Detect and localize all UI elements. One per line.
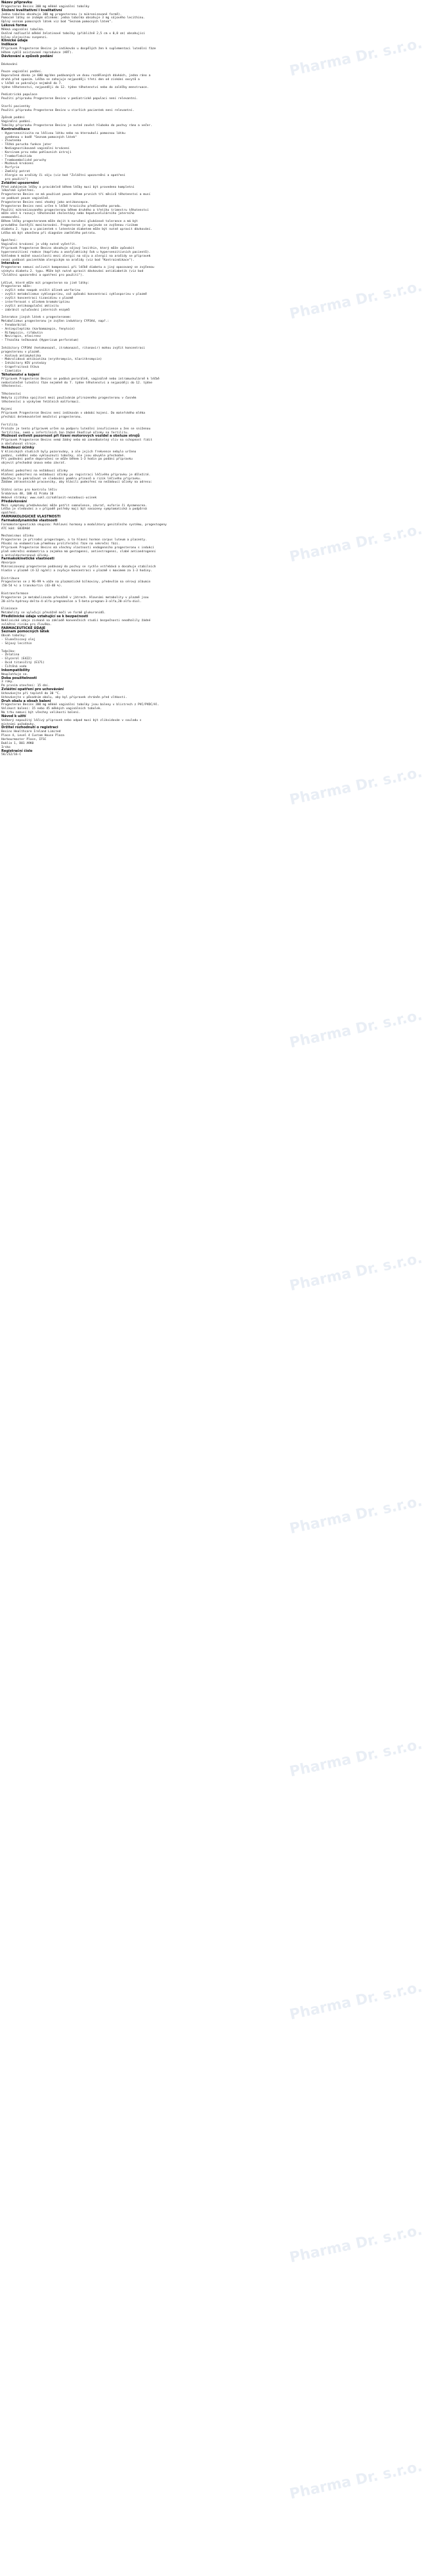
body-text-line: druhá před spaním. Léčba se zahajuje nejpozději třetí den od získání oocytů a — [1, 77, 140, 81]
body-text-line: Opatření: — [1, 239, 18, 243]
body-text-line: Během léčby progesteronem může dojít k narušení glukózové tolerance a má být — [1, 220, 138, 224]
body-text-line: - Těžká porucha funkce jater — [1, 143, 52, 147]
body-text-line: hladin v plazmě (4-12 ng/ml) a zvyšuje koncentraci v plazmě s maximem za 1-3 hodiny. — [1, 569, 152, 573]
body-text-line: Použití přípravku Progesteron Besins u starších pacientek není relevantní. — [1, 108, 135, 112]
body-text-line: - Žloutenka — [1, 139, 22, 143]
body-text-line: Pediatrická populace — [1, 93, 37, 97]
body-text-line: - Grapefruitová šťáva — [1, 366, 39, 370]
body-text-line: zvláštní riziko pro člověka. — [1, 622, 52, 626]
body-text-line: progesteronu v plazmě. — [1, 350, 41, 354]
body-text-line: Progesteron nemusí ovlivnit kompenzaci při léčbě diabetu a jiný opacovaný se zvýšenou — [1, 266, 154, 270]
body-text-line: lékařské vyšetření. — [1, 189, 36, 193]
body-text-line: - Oxid titaničitý (E171) — [1, 661, 45, 665]
section-heading: Léková forma — [1, 24, 27, 28]
body-text-line: plně sekreční endometria a zejména má gestagenní, antiestrogenní, slabé antiandrogenní — [1, 550, 156, 554]
body-text-line: může vést k rozvoji těhotenské cholestázy nebo hepatocelulárního jaterního — [1, 212, 135, 216]
body-text-line: Přípravek Progesteron Besins má všechny vlastnosti endogenního progesteronu s indukcí — [1, 546, 154, 550]
document-section — [1, 669, 392, 677]
document-section — [1, 630, 392, 668]
body-text-line: Webové stránky: www.sukl.cz/nahlasit-nezadouci-ucinek — [1, 496, 97, 500]
body-text-line: - Azolová antimykotika — [1, 354, 41, 358]
body-text-line: Absorpce — [1, 561, 16, 565]
section-heading: Předklinické údaje vztahující se k bezpečnosti — [1, 615, 89, 619]
watermark: Pharma Dr. s.r.o. — [288, 2222, 424, 2267]
document-section — [1, 715, 392, 727]
body-text-line: Tobolka: — [1, 649, 16, 653]
body-text-line: přechází detekovatelné množství progesteronu. — [1, 416, 83, 420]
section-heading: Nežádoucí účinky — [1, 445, 35, 450]
body-text-line: - zvýšit metabolismus cyklosporinu, což způsobí koncentraci cyklosporinu v plazmě — [1, 293, 147, 297]
body-text-line: 20-alfa-hydroxy-delta-4-alfa-pregnanolon a 5-beta-pregnan-3-alfa,20-alfa-diol. — [1, 600, 142, 603]
document-section — [1, 374, 392, 435]
body-text-line: - Glycerol (E422) — [1, 657, 32, 661]
document-section — [1, 24, 392, 39]
body-text-line: Biotransformace — [1, 592, 29, 596]
body-text-line: Vaginální podání. — [1, 120, 32, 124]
watermark: Pharma Dr. s.r.o. — [288, 1250, 424, 1295]
body-text-line: Způsob podání — [1, 116, 25, 120]
body-text-line: ATC kód: G03DA04 — [1, 527, 30, 531]
body-text-line: Dávkování — [1, 62, 18, 66]
body-text-line: "Zvláštní upozornění a opatření pro použití"). — [1, 273, 84, 277]
body-text-line: - zvýšit antikoagulační aktivitu — [1, 304, 59, 308]
body-text-line: - Mozková krvácení — [1, 162, 34, 166]
body-text-line: Hlášení podezření na nežádoucí účinky — [1, 469, 68, 473]
body-text-line: Žádáme zdravotnické pracovníky, aby hlásili podezření na nežádoucí účinky na adresu: — [1, 481, 152, 485]
document-section — [1, 447, 392, 500]
body-text-line: (50-54 %) a transkortin (43-48 %). — [1, 584, 63, 588]
body-text-line: - interferovat s účinkem bromokriptinu — [1, 300, 70, 304]
body-text-line: Přípravek Progesteron Besins je indikován u dospělých žen k suplementaci luteální fáze — [1, 47, 156, 51]
body-text-line: Oválné nažloutlé měkké želatinové tobolky (přibližně 2,5 cm x 0,8 cm) obsahující — [1, 32, 145, 35]
body-text-line: Fertilita — [1, 423, 18, 427]
body-text-line: - Inhibitory HIV proteázy — [1, 362, 47, 366]
body-text-line: Po prvním otevření: 15 dní. — [1, 684, 50, 688]
body-text-line: Léčivé, které může mít progesteron na jiné látky: — [1, 281, 90, 285]
body-text-line: Vzhledem k možné souvislosti mezi alergií na sóju a alergií na arašídy se přípravek — [1, 254, 151, 258]
section-heading: Předávkování — [1, 499, 27, 504]
body-text-line: Státní ústav pro kontrolu léčiv — [1, 489, 57, 492]
body-text-line: Použití přípravku Progesteron Besins v pediatrické populaci není relevantní. — [1, 97, 138, 101]
body-text-line: - Karcinom prsu nebo pohlavních ústrojí — [1, 150, 72, 154]
body-text-line: Neklinické údaje získané na základě konvenčních studií bezpečnosti neodhalily žádné — [1, 619, 151, 622]
document-section — [1, 688, 392, 700]
body-text-line: - Želatina — [1, 653, 20, 657]
body-text-line: - Porfyrie — [1, 166, 20, 170]
body-text-line: - Tromboembolické poruchy — [1, 158, 47, 162]
body-text-line: diabetu 2. typu a u pacientek s latentním diabetem může být nutné upravit dávkování. — [1, 227, 152, 231]
document-section — [1, 615, 392, 627]
document-section — [1, 726, 392, 749]
body-text-line: nesmí podávat pacientkám alergickým na arašídy (viz bod "Kontraindikace"). — [1, 258, 135, 262]
body-text-line: Progesteron je přírodní progestogen, a to hlavní hormon corpus luteum a placenty. — [1, 538, 147, 542]
body-text-line: Protože je tento přípravek určen na podporu luteální insuficience u žen se sníženou — [1, 427, 151, 431]
body-text-line: bílou olejovitou suspenzi. — [1, 35, 49, 39]
body-text-line: Úplný seznam pomocných látek viz bod "Seznam pomocných látek". — [1, 20, 113, 24]
body-text-line: - Čištěná voda — [1, 665, 27, 668]
body-text-line: Hlášení podezření na nežádoucí účinky po registraci léčivého přípravku je důležité. — [1, 473, 151, 477]
body-text-line: Přípravek Progesteron Besins není indikován v období kojení. Do mateřského mléka — [1, 412, 145, 416]
body-text-line: Interakce jiných látek s progesteronem: — [1, 316, 72, 320]
body-text-line: Inhibitory CYP3A4 (ketokonazol, itrakonazol, ritonavir) mohou zvýšit koncentraci — [1, 346, 145, 350]
body-text-line: - Hypersenzitivita na léčivou látku nebo na kteroukoli pomocnou látku — [1, 131, 125, 135]
body-text-line: Place 4, Level 4 Custom House Plaza — [1, 734, 64, 738]
section-heading: Indikace — [1, 43, 18, 47]
document-section — [1, 750, 392, 758]
section-heading: Těhotenství a kojení — [1, 372, 39, 377]
body-text-line: prováděno častější monitorování. Progesteron je spojován se zvýšenou rizikem — [1, 223, 138, 227]
body-text-line: - Třezalka tečkovaná (Hypericum perforatum) — [1, 339, 79, 343]
section-heading: Klinické údaje — [1, 39, 28, 43]
document-body — [1, 1, 424, 757]
body-text-line: těhotenství. — [1, 385, 23, 389]
body-text-line: - Rifampicin, rifabutin — [1, 331, 43, 335]
document-section — [1, 55, 392, 128]
body-text-line: Léčba je sledování a v případě potřeby mají být nasazeny symptomatická a podpůrná — [1, 508, 147, 512]
body-text-line: Progesteron se z 96-99 % váže na plazmatické bílkoviny, především na sérový albumin — [1, 580, 151, 584]
body-text-line: Tobolky přípravku Progesteron Besins je nutné zavést hluboko do pochvy ráno a večer. — [1, 124, 152, 127]
section-heading: Dávkování a způsob podání — [1, 54, 53, 58]
section-heading: Zvláštní upozornění — [1, 181, 39, 185]
section-heading: FARMAKOLOGICKÉ VLASTNOSTI — [1, 515, 61, 519]
watermark: Pharma Dr. s.r.o. — [288, 2458, 424, 2503]
body-text-line: Progesteron Besins není vhodný jako antikoncepce. — [1, 200, 90, 204]
body-text-line: místními požadavky. — [1, 722, 36, 726]
body-text-line: Obsah tobolky: — [1, 634, 27, 638]
body-text-line: - Cimetidin — [1, 370, 22, 373]
body-text-line: 3 roky. — [1, 680, 14, 684]
body-text-line: a obsluhovat stroje. — [1, 443, 37, 447]
body-text-line: Pomocné látky se známým účinkem: jedna tobolka obsahuje 3 mg sójového lecithinu. — [1, 16, 145, 20]
body-text-line: Doporučená dávka je 600 mg/den podávaných ve dvou rozdělených dávkách, jedna ráno a — [1, 74, 151, 78]
body-text-line: Metabolity se vylučují převážně močí ve formě glukuronidů. — [1, 611, 106, 615]
body-text-line: Měkká vaginální tobolka. — [1, 28, 45, 32]
document-section — [1, 500, 392, 515]
body-text-line: - Slunečnicový olej — [1, 638, 36, 642]
body-text-line: - Alergie na arašídy či sóju (viz bod "Zvláštní upozornění a opatření — [1, 173, 125, 177]
body-text-line: Kojení — [1, 408, 12, 412]
body-text-line: Při podávání podle doporučení se může během 1-3 hodin po podání přípravku — [1, 458, 133, 462]
body-text-line: Uchovávejte v původním obalu, aby byl přípravek chráněn před vlhkostí. — [1, 695, 127, 699]
body-text-line: Farmakoterapeutická skupina: Pohlavní hormony a modulátory genitálního systému, progestogeny — [1, 523, 167, 527]
body-text-line: Neuplatňuje se. — [1, 672, 29, 676]
body-text-line: Pouze vaginální podání. — [1, 70, 43, 74]
watermark: Pharma Dr. s.r.o. — [288, 521, 424, 566]
body-text-line: během cyklů asistované reprodukce (ART). — [1, 51, 74, 55]
body-text-line: Léčba má být ukončena při diagnóze zamlklého potratu. — [1, 231, 97, 235]
body-text-line: Přípravek Progesteron Besins obsahuje sójový lecithin, který může způsobit — [1, 247, 135, 250]
body-text-line: - Tromboflebitida — [1, 154, 32, 158]
watermark: Pharma Dr. s.r.o. — [288, 1007, 424, 1052]
body-text-line: Vaginální krvácení je vždy nutné vyšetřit. — [1, 243, 77, 247]
body-text-line: Šrobárova 48, 100 41 Praha 10 — [1, 492, 54, 496]
body-text-line: podání, svědění nebo vyklouznutí tobolky, ale jsou obvykle přechodné. — [1, 454, 125, 458]
body-text-line: Starší pacientky — [1, 104, 30, 108]
section-heading: Držitel rozhodnutí o registraci — [1, 726, 58, 730]
body-text-line: Nebyla zjištěna spojitost mezi používáním přirozeného progesteronu v časném — [1, 396, 137, 400]
watermark: Pharma Dr. s.r.o. — [288, 35, 424, 80]
section-heading: Farmakodynamické vlastnosti — [1, 518, 58, 523]
section-heading: Druh obalu a obsah balení — [1, 699, 51, 703]
body-text-line: Uchovávejte při teplotě do 30 °C. — [1, 691, 61, 695]
document-section — [1, 1, 392, 9]
body-text-line: Metabolizmus progesteronu je zvýšen induktory CYP3A4, např.: — [1, 320, 110, 324]
body-text-line: Na trhu nemusí být všechny velikosti balení. — [1, 711, 81, 715]
body-text-line: - zvýšit nebo naopak snížit účinek warfarinu — [1, 289, 81, 293]
body-text-line: fertilitou, nemá u infertilních žen žádné škodlivé účinky na fertilitu. — [1, 431, 129, 435]
document-section — [1, 261, 424, 373]
body-text-line: Irsko — [1, 745, 11, 749]
section-heading: Inkompatibility — [1, 668, 30, 672]
body-text-line: Harbourmaster Place, IFSC — [1, 738, 47, 741]
body-text-line: Veškerý nepoužitý léčivý přípravek nebo odpad musí být zlikvidován v souladu s — [1, 718, 142, 722]
body-text-line: 56/212/16-C — [1, 753, 22, 757]
body-text-line: - Sójový lecithin — [1, 642, 32, 645]
body-text-line: v léčbě se pokračuje nejméně do 7. — [1, 81, 63, 85]
body-text-line: Mechanismus účinku — [1, 535, 34, 538]
section-heading: Seznam pomocných látek — [1, 630, 50, 634]
body-text-line: Dublin 1, D01 A9K0 — [1, 741, 34, 745]
body-text-line: onemocnění. — [1, 216, 22, 220]
section-heading: Doba použitelnosti — [1, 676, 37, 680]
body-text-line: Přípravek Progesteron Besins nemá žádný nebo má zanedbatelný vliv na schopnost řídit — [1, 439, 152, 443]
section-heading: Zvláštní opatření pro uchovávání — [1, 688, 64, 692]
document-section — [1, 557, 392, 615]
document-section — [1, 128, 392, 182]
watermark: Pharma Dr. s.r.o. — [288, 1979, 424, 2024]
body-text-line: - Antiepileptika (karbamazepin, fenytoin) — [1, 327, 75, 331]
body-text-line: Distribuce — [1, 577, 20, 580]
watermark: Pharma Dr. s.r.o. — [288, 1736, 424, 1781]
body-text-line: nedostatečné luteální fáze nejméně do 7. týdne těhotenství a nejpozději do 12. týdne — [1, 381, 152, 385]
body-text-line: se podávat pouze vaginálně. — [1, 197, 50, 201]
body-text-line: Progesteron Besins 300 mg měkké vaginální tobolky jsou baleny v blistrech z PVC/PVDC/Al. — [1, 703, 159, 707]
body-text-line: těhotenství a výskytem fetálních malformací. — [1, 400, 81, 404]
section-heading: Kontraindikace — [1, 127, 30, 131]
body-text-line: - Nevirapin, efavirenz — [1, 335, 41, 339]
body-text-line: Těhotenství — [1, 393, 22, 397]
body-text-line: Progesteron Besins se má používat pouze během prvních tří měsíců těhotenství a musí — [1, 193, 151, 197]
body-text-line: Eliminace — [1, 607, 18, 611]
body-text-line: Umožňuje to pokračovat ve sledování poměru přínosů a rizik léčivého přípravku. — [1, 477, 142, 481]
body-text-line: V klinických studiích byly pozorovány, a ale jejich frekvence nebylo určeno — [1, 450, 137, 454]
section-heading: Složení kvalitativní i kvalitativní — [1, 8, 62, 12]
body-text-line: Progesteron může: — [1, 285, 32, 289]
document-section — [1, 435, 392, 447]
body-text-line: hypersenzitivní reakce (kopřivku a anafylaktický šok u hypersenzitivních pacientů). — [1, 250, 151, 254]
body-text-line: a antialdosteronové účinky. — [1, 554, 50, 557]
body-text-line: - Nediagnostikované vaginální krvácení — [1, 147, 70, 151]
section-heading: FARMACEUTICKÉ ÚDAJE — [1, 626, 46, 630]
watermark: Pharma Dr. s.r.o. — [288, 278, 424, 323]
body-text-line: objevit přechodná únava nebo závrať. — [1, 462, 66, 466]
body-text-line: - zabránit vylučování jaterních enzymů — [1, 308, 70, 312]
body-text-line: Před zahájením léčby a pravidelně během léčby musí být provedeno kompletní — [1, 185, 135, 189]
watermark: Pharma Dr. s.r.o. — [288, 764, 424, 809]
body-text-line: - Makrolidová antibiotika (erythromycin, klarithromycin) — [1, 358, 102, 362]
section-heading: Návod k užití — [1, 714, 26, 718]
body-text-line: Besins Healthcare Ireland Limited — [1, 730, 61, 734]
section-heading: Název přípravku — [1, 1, 33, 5]
body-text-line: pro použití") — [1, 177, 29, 181]
body-text-line: Působí na endometrium přeměnou proliferační fáze na sekreční fázi. — [1, 542, 120, 546]
body-text-line: uvedenou v bodě "Seznam pomocných látek" — [1, 135, 77, 139]
body-text-line: - Zamlklý potrat — [1, 170, 30, 174]
body-text-line: Přípravek Progesteron Besins se podává perorálně, vaginálně nebo intramuskulárně k léčbě — [1, 377, 159, 381]
section-heading: Možnost ovlivnit pozornost při řízení motorových vozidel a obsluze strojů — [1, 434, 140, 439]
body-text-line: - Fenobarbital — [1, 323, 27, 327]
document-section — [1, 43, 392, 55]
document-section — [1, 700, 392, 715]
body-text-line: Velikost balení: 15 nebo 45 měkkých vaginálních tobolek. — [1, 707, 102, 711]
body-text-line: výskytu diabetu 2. typu. Může být nutné upravit dávkování antidiabetik (viz bod — [1, 270, 144, 274]
watermark: Pharma Dr. s.r.o. — [288, 1493, 424, 1538]
section-heading: Farmakokinetické vlastnosti — [1, 557, 54, 561]
section-heading: Registrační číslo — [1, 749, 33, 753]
section-heading: Interakce — [1, 261, 20, 266]
document-section — [1, 9, 392, 24]
body-text-line: opatření. — [1, 512, 18, 515]
body-text-line: týdne těhotenství, nejpozději do 12. týdne těhotenství nebo do zaléčby menstruace. — [1, 85, 149, 89]
body-text-line: Progesteron Besins není určen k léčbě hrozícího předčasného porodu. — [1, 204, 122, 208]
document-section — [1, 677, 392, 689]
body-text-line: Mezi symptomy předávkování může patřit somnolence, závrať, euforie či dysmenorea. — [1, 504, 147, 508]
body-text-line: Mikronizovaný progesteron podávaný do pochvy se rychle vstřebává a dosahuje stabilních — [1, 565, 156, 569]
body-text-line: Jedna tobolka obsahuje 300 mg progesteronu (v mikronizované formě). — [1, 12, 122, 16]
document-section — [1, 182, 392, 263]
body-text-line: Progesteron Besins 300 mg měkké vaginální tobolky — [1, 5, 90, 9]
body-text-line: Použití mikronizovaného progesteronu během druhého a třetího trimestru těhotenství — [1, 208, 149, 212]
body-text-line: Progesteron je metabolizován převážně v játrech. Hlavními metabolity v plazmě jsou — [1, 596, 149, 600]
body-text-line: - zvýšit koncentraci tizanidinu v plazmě — [1, 296, 74, 300]
